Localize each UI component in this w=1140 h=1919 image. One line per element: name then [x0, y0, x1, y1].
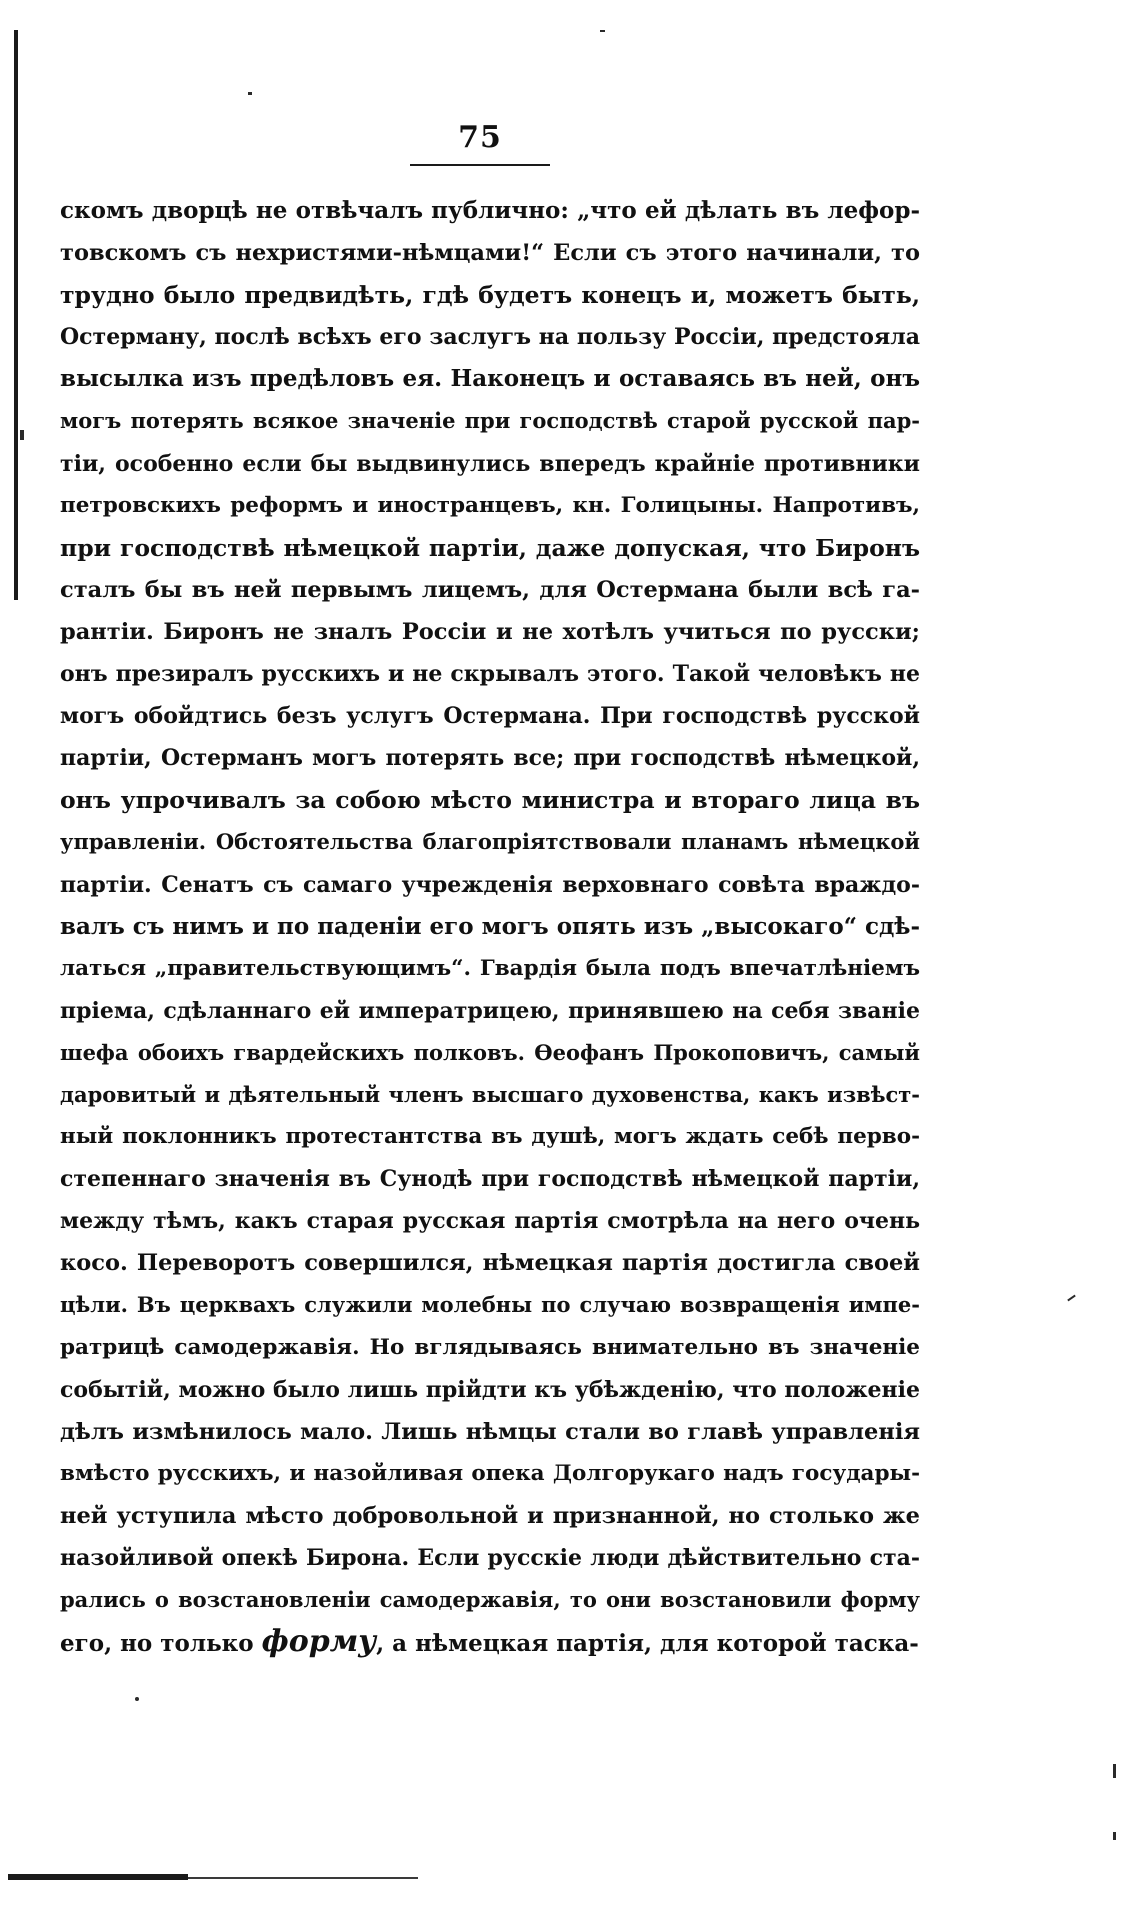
text-line: управленіи. Обстоятельства благопріятствовали планамъ нѣмецкой	[60, 829, 920, 855]
text-line: могъ обойдтись безъ услугъ Остермана. При господствѣ русской	[60, 703, 920, 730]
text-line: тіи, особенно если бы выдвинулись впередъ крайніе противники	[60, 450, 920, 477]
text-line: Остерману, послѣ всѣхъ его заслугъ на пользу Россіи, предстояла	[60, 324, 920, 351]
text-line: онъ презиралъ русскихъ и не скрывалъ этого. Такой человѣкъ не	[60, 661, 920, 688]
text-line: трудно было предвидѣть, гдѣ будетъ конецъ и, можетъ быть,	[60, 281, 920, 310]
text-segment: , а нѣмецкая партія, для которой таска-	[376, 1630, 919, 1658]
left-margin-rule	[14, 30, 18, 600]
text-segment: его, но только	[60, 1630, 262, 1658]
scan-speck	[1113, 1832, 1116, 1840]
text-line: назойливой опекѣ Бирона. Если русскіе люди дѣйствительно ста-	[60, 1545, 920, 1571]
text-line: валъ съ нимъ и по паденіи его могъ опять изъ „высокаго“ сдѣ-	[60, 912, 920, 940]
page-number: 75	[458, 120, 502, 155]
text-line: степеннаго значенія въ Сунодѣ при господствѣ нѣмецкой партіи,	[60, 1166, 920, 1193]
scan-speck	[135, 1697, 139, 1701]
scan-speck	[600, 30, 605, 32]
text-line: событій, можно было лишь прійдти къ убѣжденію, что положеніе	[60, 1376, 920, 1403]
text-line: даровитый и дѣятельный членъ высшаго духовенства, какъ извѣст-	[60, 1081, 920, 1107]
text-line: вмѣсто русскихъ, и назойливая опека Долгорукаго надъ государы-	[60, 1460, 920, 1486]
emphasized-word: форму	[261, 1624, 377, 1660]
text-line: товскомъ съ нехристями-нѣмцами!“ Если съ этого начинали, то	[60, 240, 920, 267]
scan-speck	[1067, 1295, 1076, 1302]
scan-speck	[20, 430, 24, 440]
text-line: ней уступила мѣсто добровольной и признанной, но столько же	[60, 1502, 920, 1529]
text-line: рались о возстановленіи самодержавія, то они возстановили форму	[60, 1587, 920, 1613]
body-text	[60, 190, 920, 1663]
bottom-scan-line	[188, 1877, 418, 1879]
text-line: сталъ бы въ ней первымъ лицемъ, для Остермана были всѣ га-	[60, 576, 920, 603]
scan-speck	[1113, 1764, 1116, 1778]
text-line-last	[60, 1621, 920, 1663]
text-line: ный поклонникъ протестантства въ душѣ, могъ ждать себѣ перво-	[60, 1124, 920, 1150]
text-line: цѣли. Въ церквахъ служили молебны по случаю возвращенія импе-	[60, 1292, 920, 1318]
page-number-underline	[410, 164, 550, 166]
text-line: рантіи. Биронъ не зналъ Россіи и не хотѣлъ учиться по русски;	[60, 618, 920, 645]
text-line: петровскихъ реформъ и иностранцевъ, кн. Голицыны. Напротивъ,	[60, 492, 920, 518]
text-line: пріема, сдѣланнаго ей императрицею, принявшею на себя званіе	[60, 997, 920, 1024]
text-line: онъ упрочивалъ за собою мѣсто министра и втораго лица въ	[60, 786, 920, 815]
text-line: латься „правительствующимъ“. Гвардія была подъ впечатлѣніемъ	[60, 955, 920, 981]
text-line: высылка изъ предѣловъ ея. Наконецъ и оставаясь въ ней, онъ	[60, 365, 920, 393]
text-line: ратрицѣ самодержавія. Но вглядываясь внимательно въ значеніе	[60, 1334, 920, 1360]
scan-speck	[248, 92, 252, 95]
text-line: скомъ дворцѣ не отвѣчалъ публично: „что ей дѣлать въ лефор-	[60, 197, 920, 224]
text-line: косо. Переворотъ совершился, нѣмецкая партія достигла своей	[60, 1250, 920, 1277]
bottom-scan-bar	[8, 1874, 188, 1880]
text-line: партіи. Сенатъ съ самаго учрежденія верховнаго совѣта враждо-	[60, 871, 920, 898]
text-line: дѣлъ измѣнилось мало. Лишь нѣмцы стали во главѣ управленія	[60, 1418, 920, 1445]
text-line: между тѣмъ, какъ старая русская партія смотрѣла на него очень	[60, 1208, 920, 1235]
text-line: могъ потерять всякое значеніе при господствѣ старой русской пар-	[60, 408, 920, 434]
text-line: при господствѣ нѣмецкой партіи, даже допуская, что Биронъ	[60, 533, 920, 562]
text-line: шефа обоихъ гвардейскихъ полковъ. Ѳеофанъ Прокоповичъ, самый	[60, 1039, 920, 1065]
text-line: партіи, Остерманъ могъ потерять все; при господствѣ нѣмецкой,	[60, 745, 920, 772]
